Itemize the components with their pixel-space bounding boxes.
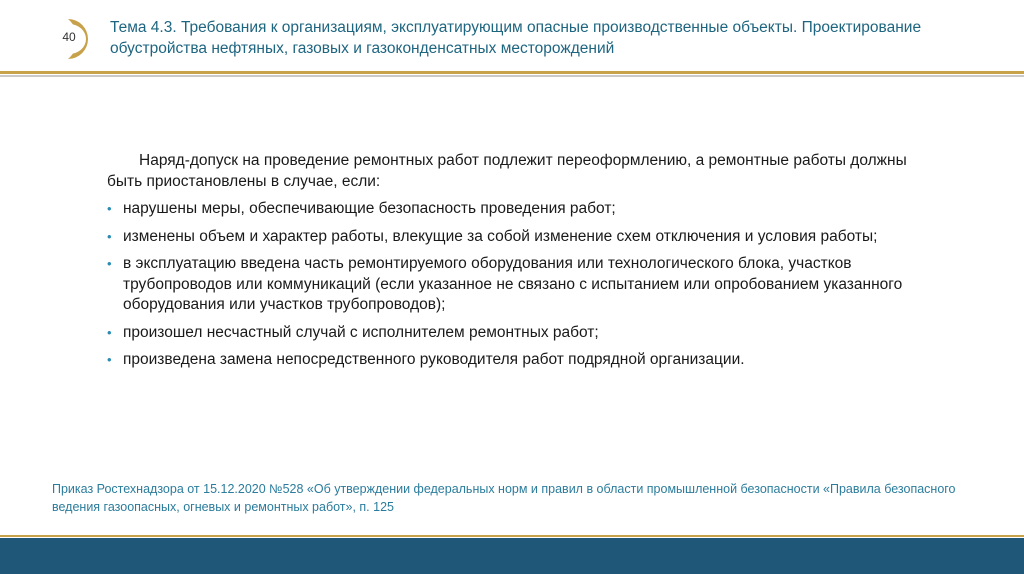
slide-number: 40: [62, 30, 76, 44]
page-title: Тема 4.3. Требования к организациям, эксплуатирующим опасные производственные объекты. Проектирование обустройства нефтяных, газовых и газоконденсатных месторождений: [110, 19, 922, 57]
list-item: [107, 254, 907, 316]
bullet-icon: •: [107, 228, 112, 244]
bullet-icon: •: [107, 256, 112, 271]
footer-gold-rule: [0, 535, 1024, 537]
slide-header: [0, 0, 1024, 80]
bullet-icon: •: [107, 324, 112, 340]
list-item-text: изменены объем и характер работы, влекущие за собой изменение схем отключения и условия работы;: [123, 227, 878, 245]
list-item-text: в эксплуатацию введена часть ремонтируемого оборудования или технологического блока, участков трубопроводов или коммуникаций (если указанное не связано с испытанием или опробованием указанного оборудования или участков трубопроводов);: [123, 255, 903, 313]
header-gold-rule: [0, 71, 1024, 74]
header-gray-rule: [0, 75, 1024, 77]
footer-bar: [0, 538, 1024, 574]
bullet-list: [107, 199, 907, 371]
bullet-icon: •: [107, 352, 112, 367]
list-item: [107, 350, 907, 371]
list-item: [107, 199, 907, 220]
intro-paragraph: Наряд-допуск на проведение ремонтных работ подлежит переоформлению, а ремонтные работы должны быть приостановлены в случае, если:: [107, 152, 907, 190]
list-item: [107, 227, 907, 248]
list-item-text: произошел несчастный случай с исполнителем ремонтных работ;: [123, 323, 599, 341]
bullet-icon: •: [107, 201, 112, 216]
main-content: [107, 151, 907, 378]
source-footnote: Приказ Ростехнадзора от 15.12.2020 №528 «Об утверждении федеральных норм и правил в области промышленной безопасности «Правила безопасного ведения газоопасных, огневых и ремонтных работ», п. 125: [52, 482, 956, 514]
list-item: [107, 323, 907, 344]
list-item-text: произведена замена непосредственного руководителя работ подрядной организации.: [123, 351, 745, 368]
list-item-text: нарушены меры, обеспечивающие безопасность проведения работ;: [123, 200, 616, 217]
